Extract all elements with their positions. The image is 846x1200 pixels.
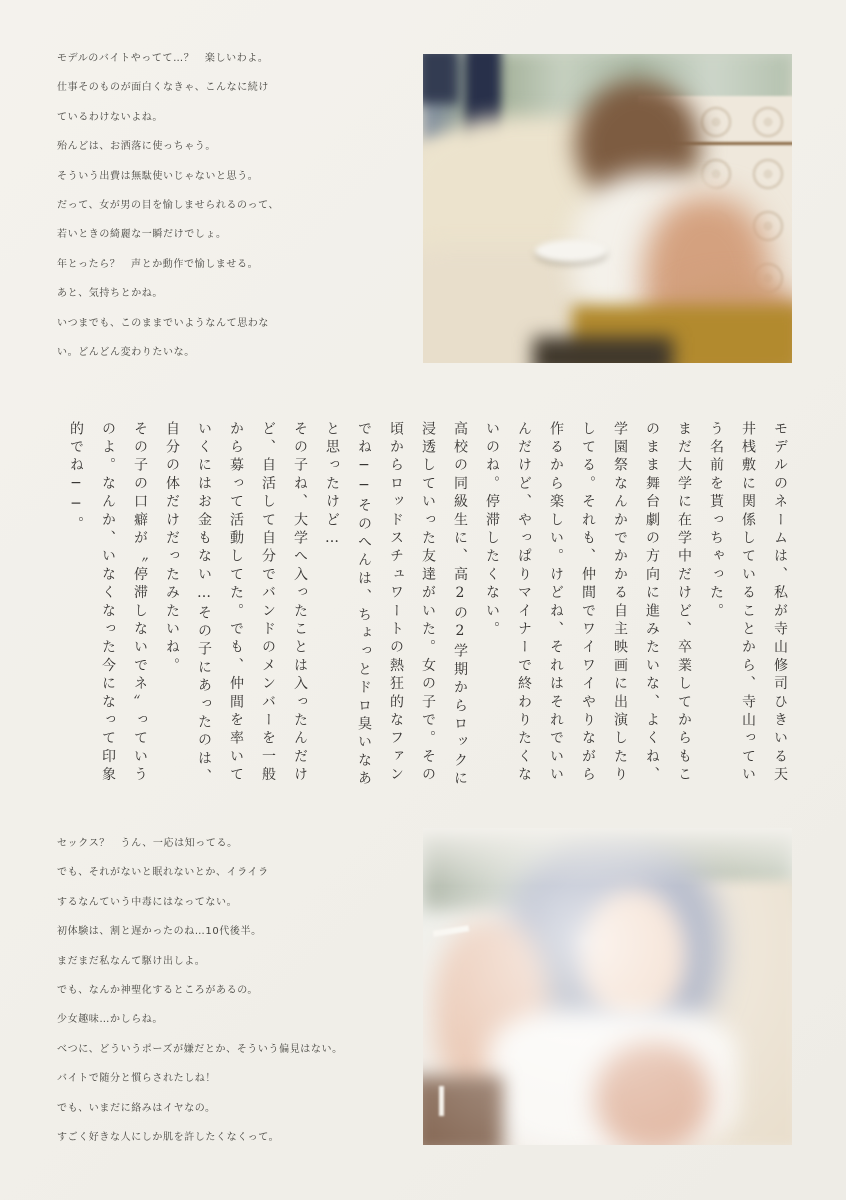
quote-line: あと、気持ちとかね。 [57, 288, 163, 300]
quote-line: だって、女が男の目を愉しませられるのって、 [57, 199, 280, 211]
quote-line: まだまだ私なんて駆け出しよ。 [57, 955, 206, 967]
quote-line: い。どんどん変わりたいな。 [57, 346, 195, 358]
quote-line: でも、それがないと眠れないとか、イライラ [57, 867, 269, 879]
quote-line: するなんていう中毒にはなってない。 [57, 896, 238, 908]
vertical-paragraph: その子ね、大学へ入ったことは入ったんだけど、自活して自分でバンドのメンバーを一般から募って活動してた。でも、仲間を率いていくにはお金もない…その子にあったのは、自分の体だけだったみたいね。 [164, 421, 308, 787]
vertical-paragraph: モデルのネームは、私が寺山修司ひきいる天井桟敷に関係していることから、寺山っていう名前を貰っちゃった。 [708, 421, 788, 785]
vertical-paragraph: まだ大学に在学中だけど、卒業してからもこのまま舞台劇の方向に進みたいな、よくね、学園祭なんかでかかる自主映画に出演したりしてる。それも、仲間でワイワイやりながら作るから楽しい。けどね、それはそれでいいんだけど、やっぱりマイナーで終わりたくないのね。停滞したくない。 [484, 421, 692, 785]
quote-line: でも、いまだに絡みはイヤなの。 [57, 1102, 216, 1114]
photo-region-coffee-cup [535, 240, 607, 262]
quote-line: 年とったら？ 声とか動作で愉しませる。 [57, 258, 259, 270]
quote-line: ているわけないよね。 [57, 111, 163, 123]
vertical-paragraph: その子の口癖が〝停滞しないでネ〞っていうのよ。なんか、いなくなった今になって印象的でね──。 [68, 421, 148, 785]
quote-line: すごく好きな人にしか肌を許したくなくって。 [57, 1131, 280, 1143]
quote-line: でも、なんか神聖化するところがあるの。 [57, 984, 258, 996]
quote-line: 仕事そのものが面白くなきゃ、こんなに続け [57, 82, 269, 94]
photo-smoking-scene [423, 828, 792, 1145]
quote-line: セックス？ うん、一応は知ってる。 [57, 838, 238, 849]
quote-line: べつに、どういうポーズが嫌だとか、そういう偏見はない。 [57, 1043, 343, 1055]
photo-region-curtain [423, 54, 459, 104]
interview-quotes-top [57, 44, 417, 367]
quote-line: バイトで随分と慣らされたしね！ [57, 1073, 216, 1085]
quote-line: そういう出費は無駄使いじゃないと思う。 [57, 170, 259, 182]
quote-line: モデルのバイトやってて…？ 楽しいわよ。 [57, 53, 269, 64]
photo-region-shadow [533, 337, 673, 363]
interview-quotes-bottom [57, 829, 437, 1152]
photo-region-top-fade [423, 828, 792, 886]
quote-line: 殆んどは、お洒落に使っちゃう。 [57, 141, 216, 153]
vertical-paragraph: 高校の同級生に、高2の2学期からロックに浸透していった友達がいた。女の子で。その頃からロッドスチュワートの熱狂的なファンでね──そのへんは、ちょっとドロ臭いなあと思ったけど… [324, 421, 468, 789]
quote-line: 若いときの綺麗な一瞬だけでしょ。 [57, 229, 227, 241]
quote-line: 初体験は、割と遅かったのね…10代後半。 [57, 926, 262, 938]
quote-line: 少女趣味…かしらね。 [57, 1014, 163, 1026]
photo-sofa-coffee-scene [423, 54, 792, 363]
interview-body-vertical [60, 421, 796, 789]
quote-line: いつまでも、このままでいようなんて思わな [57, 317, 269, 329]
